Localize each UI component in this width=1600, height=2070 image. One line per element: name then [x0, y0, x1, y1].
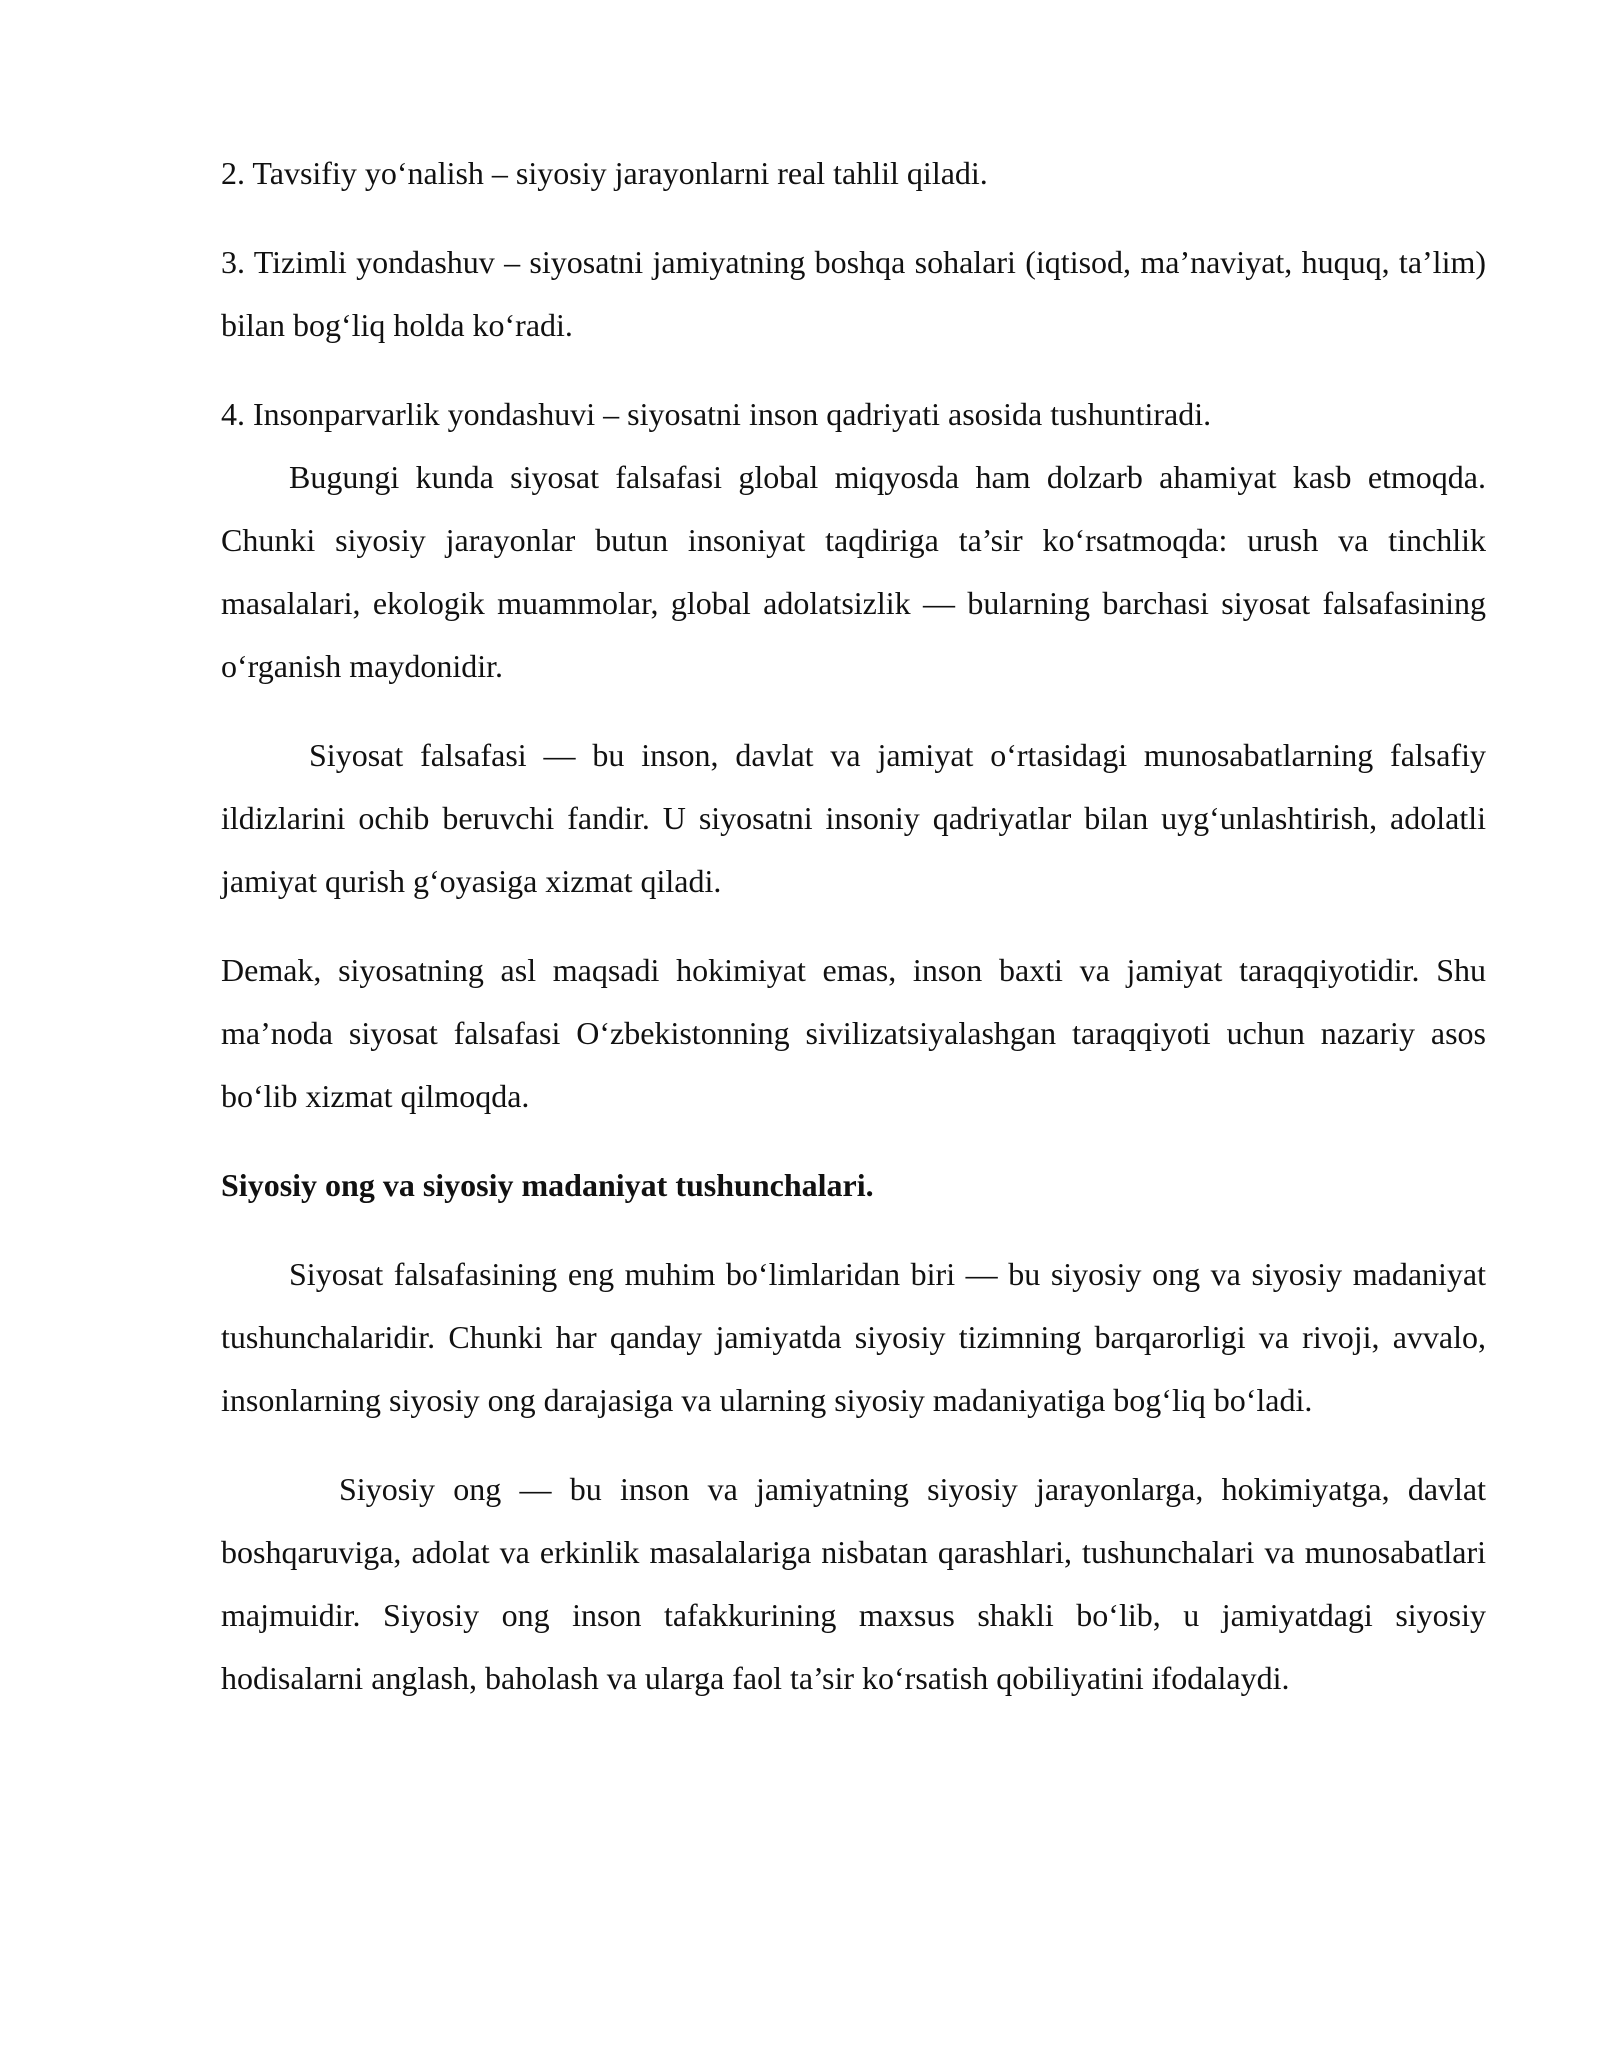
paragraph-humanistic-approach-block — [221, 383, 1486, 698]
paragraph-political-consciousness-definition: Siyosiy ong — bu inson va jamiyatning siyosiy jarayonlarga, hokimiyatga, davlat boshqaruviga, adolat va erkinlik masalalariga nisbatan qarashlari, tushunchalari va munosabatlari majmuidir. Siyosiy ong inson tafakkurining maxsus shakli bo‘lib, u jamiyatdagi siyosiy hodisalarni anglash, baholash va ularga faol ta’sir ko‘rsatish qobiliyatini ifodalaydi. — [221, 1471, 1486, 1696]
paragraph-conclusion: Demak, siyosatning asl maqsadi hokimiyat emas, inson baxti va jamiyat taraqqiyotidir. Shu ma’noda siyosat falsafasi O‘zbekistonning sivilizatsiyalashgan taraqqiyoti uchun nazariy asos bo‘lib xizmat qilmoqda. — [221, 952, 1486, 1114]
section-heading: Siyosiy ong va siyosiy madaniyat tushunchalari. — [221, 1167, 874, 1203]
paragraph-systemic-approach: 3. Tizimli yondashuv – siyosatni jamiyatning boshqa sohalari (iqtisod, ma’naviyat, huquq, ta’lim) bilan bog‘liq holda ko‘radi. — [221, 244, 1486, 343]
paragraph-political-consciousness-intro: Siyosat falsafasining eng muhim bo‘limlaridan biri — bu siyosiy ong va siyosiy madaniyat tushunchalaridir. Chunki har qanday jamiyatda siyosiy tizimning barqarorligi va rivoji, avvalo, insonlarning siyosiy ong darajasiga va ularning siyosiy madaniyatiga bog‘liq bo‘ladi. — [221, 1256, 1486, 1418]
document-page — [221, 142, 1486, 1736]
paragraph-humanistic-approach: 4. Insonparvarlik yondashuvi – siyosatni inson qadriyati asosida tushuntiradi. — [221, 396, 1212, 432]
paragraph-philosophy-definition: Siyosat falsafasi — bu inson, davlat va jamiyat o‘rtasidagi munosabatlarning falsafiy ildizlarini ochib beruvchi fandir. U siyosatni insoniy qadriyatlar bilan uyg‘unlashtirish, adolatli jamiyat qurish g‘oyasiga xizmat qiladi. — [221, 737, 1486, 899]
paragraph-descriptive-direction: 2. Tavsifiy yo‘nalish – siyosiy jarayonlarni real tahlil qiladi. — [221, 155, 988, 191]
paragraph-global-relevance: Bugungi kunda siyosat falsafasi global miqyosda ham dolzarb ahamiyat kasb etmoqda. Chunki siyosiy jarayonlar butun insoniyat taqdiriga ta’sir ko‘rsatmoqda: urush va tinchlik masalalari, ekologik muammolar, global adolatsizlik — bularning barchasi siyosat falsafasining o‘rganish maydonidir. — [221, 459, 1486, 684]
